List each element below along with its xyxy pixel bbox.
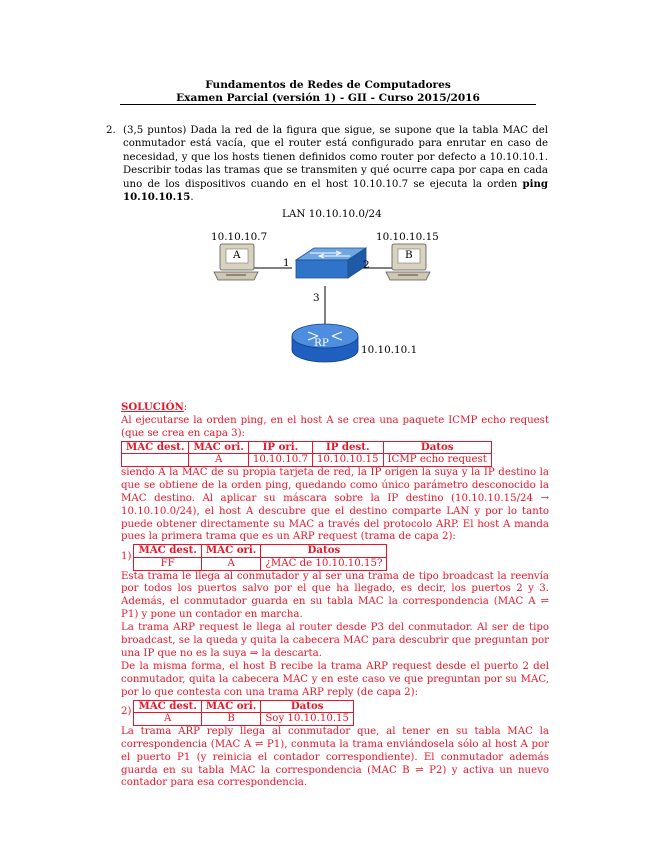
router-name: RP xyxy=(314,337,329,349)
solution-paragraph-2: siendo A la MAC de su propia tarjeta de red, la IP origen la suya y la IP destino la que se obtiene de la orden ping, quedando como único parámetro desconocido la MAC destino. Al aplicar su máscara sobre la IP destino (10.10.10.15/24 → 10.10.10.0/24), el host A descubre que el destino comparte LAN y por lo tanto puede obtener directamente su MAC a través del protocolo ARP. El host A manda pues la primera trama que es un ARP request (trama de capa 2): xyxy=(121,466,549,543)
table-cell: B xyxy=(201,713,260,726)
question-text xyxy=(123,124,548,204)
table-header: IP ori. xyxy=(248,441,312,454)
table-cell xyxy=(122,454,189,467)
frame-table-0 xyxy=(121,441,492,467)
table-header-row xyxy=(122,441,492,454)
header-rule xyxy=(120,104,536,105)
question-text-body: (3,5 puntos) Dada la red de la figura que sigue, se supone que la tabla MAC del conmutador está vacía, que el router está configurado para enrutar en caso de necesidad, y que los hosts tienen definidos como router por defecto a 10.10.10.1. Describir todas las tramas que se transmiten y qué ocurre capa por capa en cada uno de los dispositivos cuando en el host 10.10.10.7 se ejecuta la orden xyxy=(123,125,548,190)
table-cell: A xyxy=(189,454,248,467)
table-cell: 10.10.10.7 xyxy=(248,454,312,467)
table-header-row xyxy=(134,545,387,558)
course-title: Fundamentos de Redes de Computadores xyxy=(205,79,451,91)
table-cell: 10.10.10.15 xyxy=(312,454,383,467)
frame-number-1: 1) xyxy=(121,550,132,562)
table-cell: Soy 10.10.10.15 xyxy=(261,713,354,726)
table-row xyxy=(134,557,387,570)
table-header: IP dest. xyxy=(312,441,383,454)
frame-table-1-wrap xyxy=(121,544,549,570)
solution-paragraph-3: Esta trama le llega al conmutador y al ser una trama de tipo broadcast la reenvía por todos los puertos salvo por el que ha llegado, es decir, los puertos 2 y 3. Además, el conmutador guarda en su tabla MAC la correspondencia (MAC A ⇌ P1) y pone un contador en marcha. xyxy=(121,570,549,621)
exam-subtitle: Examen Parcial (versión 1) - GII - Curso 2015/2016 xyxy=(176,92,480,104)
table-header: Datos xyxy=(261,700,354,713)
solution-section xyxy=(121,401,549,790)
table-header: MAC ori. xyxy=(189,441,248,454)
network-diagram xyxy=(200,204,460,384)
question-2 xyxy=(106,124,548,204)
switch-icon xyxy=(296,248,366,278)
exam-header xyxy=(120,79,536,105)
table-header: MAC ori. xyxy=(201,700,260,713)
table-header: MAC dest. xyxy=(134,545,201,558)
table-row xyxy=(134,713,354,726)
solution-paragraph-5: De la misma forma, el host B recibe la trama ARP request desde el puerto 2 del conmutador, quita la cabecera MAC y en este caso ve que preguntan por su MAC, por lo que contesta con una trama ARP reply (de capa 2): xyxy=(121,660,549,698)
table-header: MAC dest. xyxy=(134,700,201,713)
lan-label: LAN 10.10.10.0/24 xyxy=(282,208,382,220)
router-ip: 10.10.10.1 xyxy=(361,344,418,356)
port-1-label: 1 xyxy=(283,257,290,269)
table-cell: ICMP echo request xyxy=(383,454,491,467)
port-2-label: 2 xyxy=(363,259,370,271)
question-number: 2. xyxy=(106,125,116,136)
host-a-ip: 10.10.10.7 xyxy=(211,231,268,243)
table-header-row xyxy=(134,700,354,713)
table-cell: A xyxy=(134,713,201,726)
table-header: MAC dest. xyxy=(122,441,189,454)
solution-paragraph-6: La trama ARP reply llega al conmutador que, al tener en su tabla MAC la correspondencia (MAC A ⇌ P1), conmuta la trama enviándosela sólo al host A por el puerto P1 (y reinicia el contador correspondiente). El conmutador además guarda en su tabla MAC la correspondencia (MAC B ⇌ P2) y activa un nuevo contador para esa correspondencia. xyxy=(121,725,549,789)
solution-paragraph-4: La trama ARP request le llega al router desde P3 del conmutador. Al ser de tipo broadcast, se la queda y quita la cabecera MAC para descubrir que preguntan por una IP que no es la suya ⇒ la descarta. xyxy=(121,622,549,659)
port-3-label: 3 xyxy=(313,292,320,304)
frame-table-0-wrap xyxy=(121,441,549,467)
host-a-name: A xyxy=(233,249,241,261)
table-row xyxy=(122,454,492,467)
table-cell: FF xyxy=(134,557,201,570)
table-header: MAC ori. xyxy=(201,545,260,558)
frame-number-2: 2) xyxy=(121,706,132,718)
question-text-end: . xyxy=(190,192,194,204)
host-b-name: B xyxy=(405,249,413,261)
solution-title: SOLUCIÓN xyxy=(121,401,184,413)
frame-table-2-wrap xyxy=(121,700,549,726)
frame-table-1 xyxy=(133,544,387,570)
table-cell: ¿MAC de 10.10.10.15? xyxy=(261,557,387,570)
solution-colon: : xyxy=(183,402,188,413)
ping-command: ping 10.10.10.15 xyxy=(123,177,548,204)
table-header: Datos xyxy=(261,545,387,558)
solution-paragraph-1: Al ejecutarse la orden ping, en el host A se crea una paquete ICMP echo request (que se crea en capa 3): xyxy=(121,414,549,439)
table-header: Datos xyxy=(383,441,491,454)
frame-table-2 xyxy=(133,700,354,726)
table-cell: A xyxy=(201,557,260,570)
host-b-ip: 10.10.10.15 xyxy=(376,231,439,243)
